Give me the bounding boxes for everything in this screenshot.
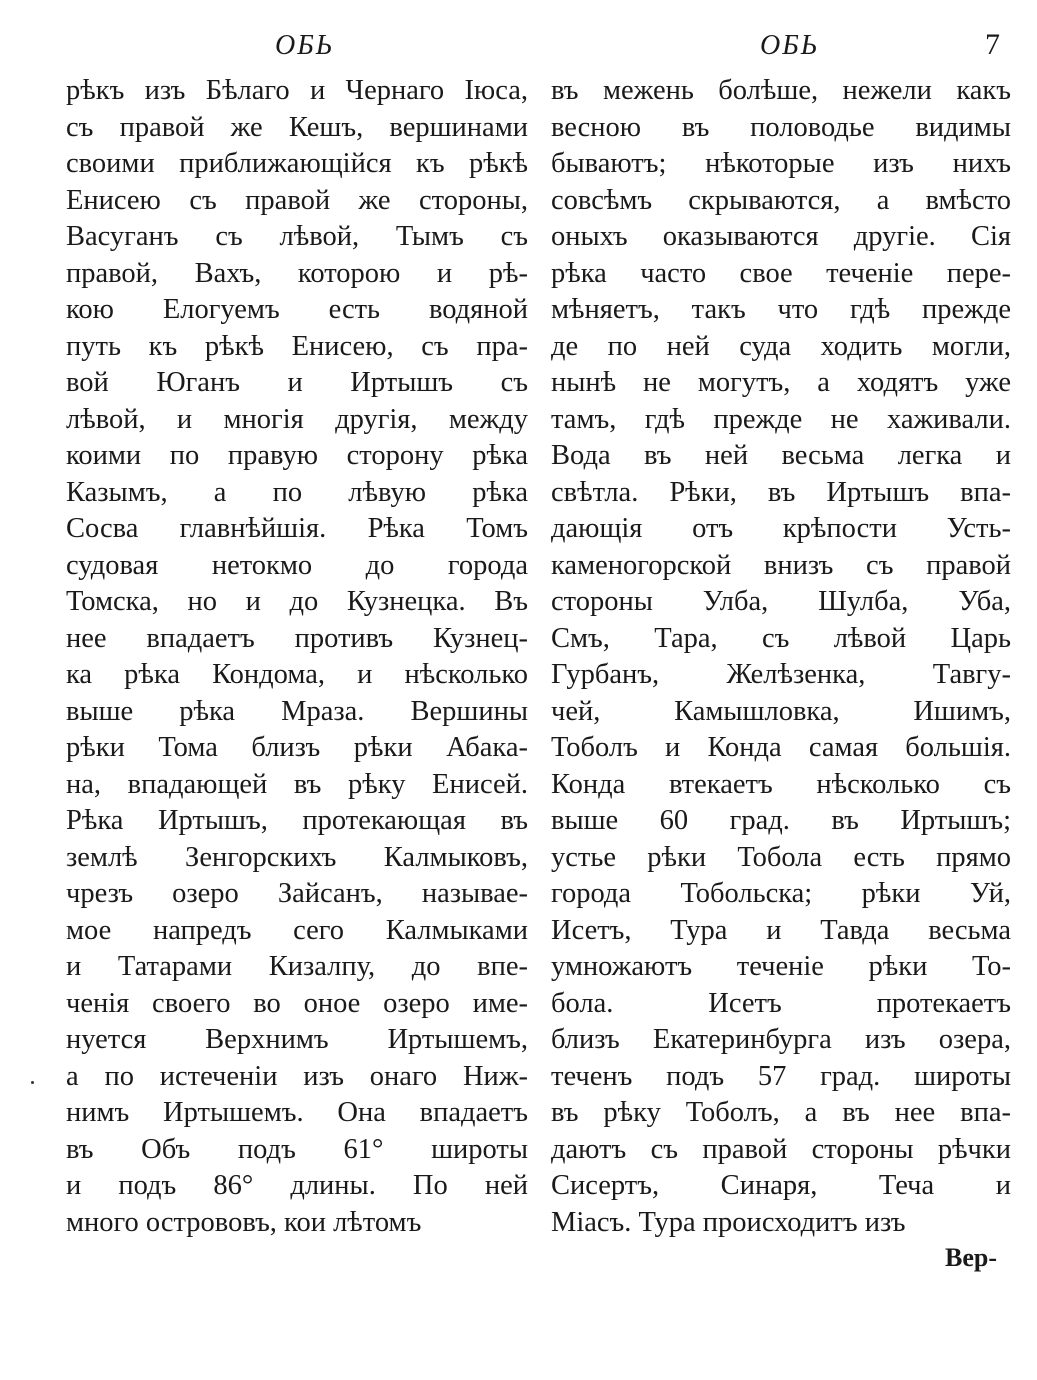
text-line: весною въ половодье видимы <box>551 111 1011 143</box>
text-line: лѣвой, и многія другія, между <box>66 403 528 435</box>
text-line: рѣкъ изъ Бѣлаго и Чернаго Іюса, <box>66 75 528 106</box>
text-line: Міасъ. Тура происходитъ изъ <box>551 1206 906 1238</box>
text-line: коими по правую сторону рѣка <box>66 440 528 471</box>
text-line: своими приближающійся къ рѣкѣ <box>66 148 528 179</box>
text-line: нынѣ не могутъ, а ходятъ уже <box>551 367 1011 398</box>
text-line: на, впадающей въ рѣку Енисей. <box>66 768 528 800</box>
running-head-left: ОБЬ <box>275 30 335 61</box>
text-line: оныхъ оказываются другіе. Сія <box>551 221 1011 252</box>
text-line: чрезъ озеро Зайсанъ, называе- <box>66 878 528 909</box>
right-text-column <box>551 73 1011 1241</box>
text-line: вой Юганъ и Иртышъ съ <box>66 367 528 398</box>
text-line: въ Объ подъ 61° широты <box>66 1133 528 1165</box>
text-line: и подъ 86° длины. По ней <box>66 1170 528 1201</box>
running-head-right: ОБЬ <box>760 30 820 61</box>
text-line: Енисею съ правой же стороны, <box>66 184 528 216</box>
text-line: стороны Улба, Шулба, Уба, <box>551 586 1011 617</box>
text-line: въ рѣку Тоболъ, а въ нее впа- <box>551 1097 1011 1128</box>
text-line: Вода въ ней весьма легка и <box>551 440 1011 471</box>
text-line: де по ней суда ходить могли, <box>551 330 1011 362</box>
text-line: и Татарами Кизалпу, до впе- <box>66 951 528 982</box>
text-line: мое напредъ сего Калмыками <box>66 914 528 946</box>
catchword: Вер- <box>945 1243 997 1272</box>
text-line: свѣтла. Рѣки, въ Иртышъ впа- <box>551 476 1011 508</box>
text-line: теченъ подъ 57 град. широты <box>551 1060 1011 1092</box>
page-number: 7 <box>985 28 1000 61</box>
text-line: въ межень болѣше, нежели какъ <box>551 75 1011 106</box>
text-line: Исетъ, Тура и Тавда весьма <box>551 914 1011 946</box>
ink-speck <box>31 1081 34 1084</box>
text-line: Тоболъ и Конда самая большія. <box>551 732 1011 763</box>
text-line: нуется Верхнимъ Иртышемъ, <box>66 1024 528 1055</box>
text-line: много острововъ, кои лѣтомъ <box>66 1206 422 1238</box>
text-line: Сосва главнѣйшія. Рѣка Томъ <box>66 513 528 544</box>
text-line: землѣ Зенгорскихъ Калмыковъ, <box>66 841 528 873</box>
text-line: ка рѣка Кондома, и нѣсколько <box>66 659 528 690</box>
text-line: Гурбанъ, Желѣзенка, Тавгу- <box>551 659 1011 690</box>
text-line: Васуганъ съ лѣвой, Тымъ съ <box>66 221 528 252</box>
text-line: бываютъ; нѣкоторые изъ нихъ <box>551 148 1011 179</box>
text-line: съ правой же Кешъ, вершинами <box>66 111 528 143</box>
text-line: умножаютъ теченіе рѣки То- <box>551 951 1011 982</box>
text-line: чей, Камышловка, Ишимъ, <box>551 695 1011 727</box>
text-line: даютъ съ правой стороны рѣчки <box>551 1133 1011 1165</box>
text-line: выше рѣка Мраза. Вершины <box>66 695 528 727</box>
left-text-column <box>66 73 528 1241</box>
text-line: Конда втекаетъ нѣсколько съ <box>551 768 1011 800</box>
text-line: Казымъ, а по лѣвую рѣка <box>66 476 528 508</box>
text-line: кою Елогуемъ есть водяной <box>66 294 528 325</box>
text-line: Смъ, Тара, съ лѣвой Царь <box>551 622 1011 654</box>
text-line: дающія отъ крѣпости Усть- <box>551 513 1011 544</box>
text-line: выше 60 град. въ Иртышъ; <box>551 805 1011 836</box>
text-line: бола. Исетъ протекаетъ <box>551 987 1011 1019</box>
text-line: рѣки Тома близъ рѣки Абака- <box>66 732 528 763</box>
text-line: тамъ, гдѣ прежде не хаживали. <box>551 403 1011 435</box>
text-line: Сисертъ, Синаря, Теча и <box>551 1170 1011 1201</box>
text-line: ченія своего во оное озеро име- <box>66 987 528 1019</box>
text-line: города Тобольска; рѣки Уй, <box>551 878 1011 909</box>
text-line: а по истеченіи изъ онаго Ниж- <box>66 1060 528 1092</box>
text-line: рѣка часто свое теченіе пере- <box>551 257 1011 289</box>
text-line: судовая нетокмо до города <box>66 549 528 581</box>
text-line: мѣняетъ, такъ что гдѣ прежде <box>551 294 1011 325</box>
text-line: Томска, но и до Кузнецка. Въ <box>66 586 528 617</box>
text-line: совсѣмъ скрываются, а вмѣсто <box>551 184 1011 216</box>
text-line: каменогорской внизъ съ правой <box>551 549 1011 581</box>
text-line: нее впадаетъ противъ Кузнец- <box>66 622 528 654</box>
text-line: Рѣка Иртышъ, протекающая въ <box>66 805 528 836</box>
text-line: устье рѣки Тобола есть прямо <box>551 841 1011 873</box>
text-line: близъ Екатеринбурга изъ озера, <box>551 1024 1011 1055</box>
text-line: правой, Вахъ, которою и рѣ- <box>66 257 528 289</box>
text-line: нимъ Иртышемъ. Она впадаетъ <box>66 1097 528 1128</box>
text-line: путь къ рѣкѣ Енисею, съ пра- <box>66 330 528 362</box>
